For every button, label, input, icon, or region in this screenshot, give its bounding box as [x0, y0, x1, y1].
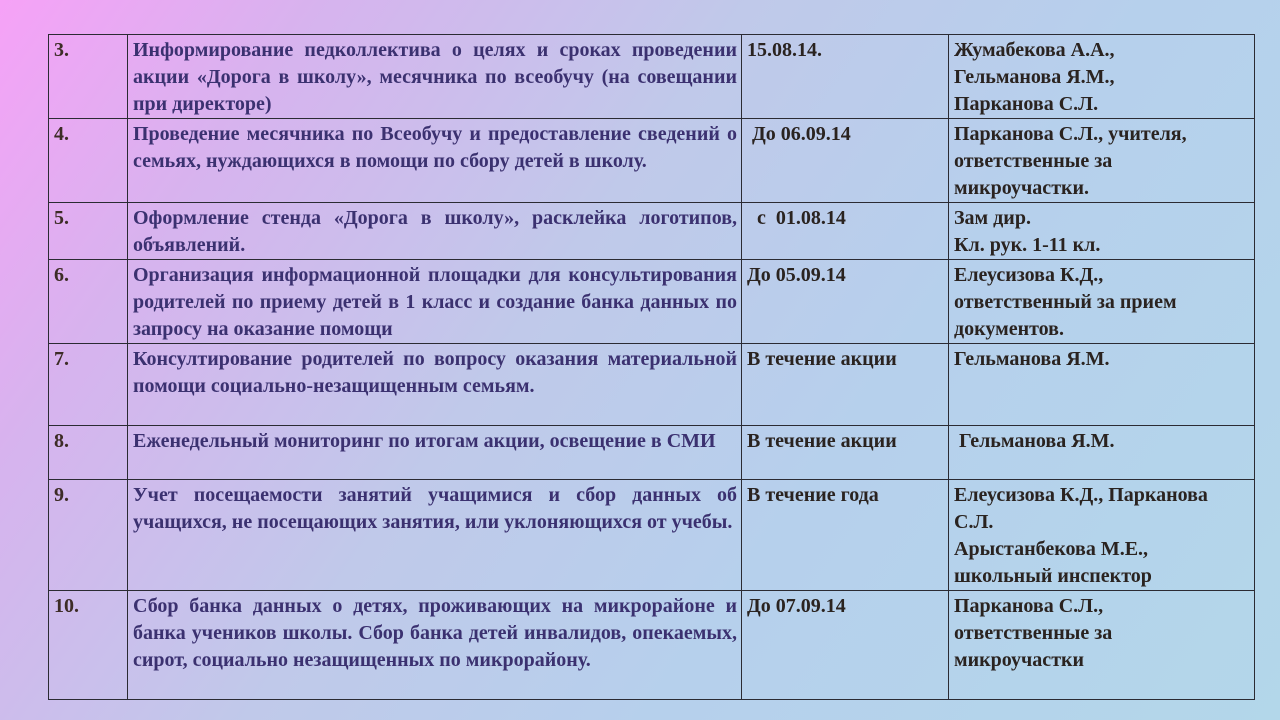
action-plan-table — [48, 34, 1255, 700]
responsible-line: Зам дир. — [954, 207, 1031, 229]
responsible-persons — [949, 426, 1255, 480]
row-number: 10. — [49, 591, 128, 700]
deadline: До 06.09.14 — [742, 119, 949, 203]
responsible-persons — [949, 260, 1255, 344]
responsible-persons — [949, 119, 1255, 203]
activity-description: Учет посещаемости занятий учащимися и сбор данных об учащихся, не посещающих занятия, или уклоняющихся от учебы. — [128, 480, 742, 591]
table-row — [49, 203, 1255, 260]
row-number: 7. — [49, 344, 128, 426]
responsible-line: Гельманова Я.М., — [954, 66, 1115, 88]
responsible-line: документов. — [954, 318, 1064, 340]
responsible-persons — [949, 203, 1255, 260]
responsible-line: Елеусизова К.Д., Парканова С.Л. — [954, 484, 1208, 533]
responsible-line: Парканова С.Л., — [954, 595, 1104, 617]
responsible-line: Парканова С.Л., учителя, — [954, 123, 1187, 145]
activity-description: Консултирование родителей по вопросу оказания материальной помощи социально-незащищенным семьям. — [128, 344, 742, 426]
responsible-line: ответственные за — [954, 150, 1113, 172]
deadline: с 01.08.14 — [742, 203, 949, 260]
deadline: В течение акции — [742, 344, 949, 426]
row-number: 4. — [49, 119, 128, 203]
responsible-line: Кл. рук. 1-11 кл. — [954, 234, 1101, 256]
row-number: 3. — [49, 35, 128, 119]
responsible-line: Жумабекова А.А., — [954, 39, 1115, 61]
activity-description: Проведение месячника по Всеобучу и предоставление сведений о семьях, нуждающихся в помощи по сбору детей в школу. — [128, 119, 742, 203]
activity-description: Организация информационной площадки для консультирования родителей по приему детей в 1 класс и создание банка данных по запросу на оказание помощи — [128, 260, 742, 344]
responsible-persons — [949, 35, 1255, 119]
deadline: В течение акции — [742, 426, 949, 480]
responsible-line: микроучастки — [954, 649, 1085, 671]
responsible-persons — [949, 591, 1255, 700]
table-row — [49, 260, 1255, 344]
responsible-persons — [949, 344, 1255, 426]
deadline: До 07.09.14 — [742, 591, 949, 700]
activity-description: Сбор банка данных о детях, проживающих на микрорайоне и банка учеников школы. Сбор банка детей инвалидов, опекаемых, сирот, социально незащищенных по микрорайону. — [128, 591, 742, 700]
responsible-line: Парканова С.Л. — [954, 93, 1099, 115]
responsible-line: Гельманова Я.М. — [954, 348, 1110, 370]
table-row — [49, 344, 1255, 426]
row-number: 9. — [49, 480, 128, 591]
responsible-line: Гельманова Я.М. — [954, 430, 1115, 452]
responsible-line: Арыстанбекова М.Е., школьный инспектор — [954, 538, 1152, 587]
activity-description: Еженедельный мониторинг по итогам акции, освещение в СМИ — [128, 426, 742, 480]
responsible-persons — [949, 480, 1255, 591]
row-number: 6. — [49, 260, 128, 344]
table-row — [49, 591, 1255, 700]
responsible-line: микроучастки. — [954, 177, 1090, 199]
table-row — [49, 426, 1255, 480]
table-row — [49, 480, 1255, 591]
responsible-line: ответственные за — [954, 622, 1113, 644]
table-row — [49, 35, 1255, 119]
deadline: До 05.09.14 — [742, 260, 949, 344]
row-number: 8. — [49, 426, 128, 480]
responsible-line: ответственный за прием — [954, 291, 1177, 313]
deadline: В течение года — [742, 480, 949, 591]
activity-description: Информирование педколлектива о целях и сроках проведении акции «Дорога в школу», месячника по всеобучу (на совещании при директоре) — [128, 35, 742, 119]
deadline: 15.08.14. — [742, 35, 949, 119]
activity-description: Оформление стенда «Дорога в школу», расклейка логотипов, объявлений. — [128, 203, 742, 260]
row-number: 5. — [49, 203, 128, 260]
table-row — [49, 119, 1255, 203]
responsible-line: Елеусизова К.Д., — [954, 264, 1104, 286]
